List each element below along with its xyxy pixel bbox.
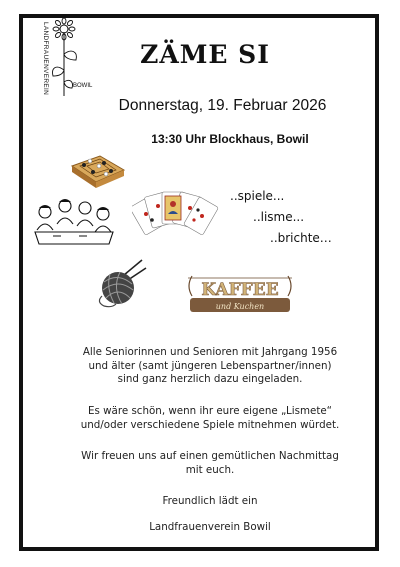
activity-lisme: ..lisme... xyxy=(253,210,305,224)
closing-text: Freundlich lädt ein xyxy=(162,495,258,507)
text-line: und älter (samt jüngeren Lebenspartner/innen) xyxy=(88,359,332,372)
logo-text: LANDFRAUENVEREIN xyxy=(42,22,49,96)
paragraph-lismete xyxy=(40,405,380,432)
activity-spiele: ..spiele... xyxy=(230,189,285,203)
activity-brichte: ..brichte… xyxy=(270,231,332,245)
board-game-icon xyxy=(66,152,128,192)
text-line: und/oder verschiedene Spiele mitnehmen würdet. xyxy=(80,418,340,431)
paragraph-freuen xyxy=(40,450,380,477)
text-line: mit euch. xyxy=(185,463,235,476)
event-date: Donnerstag, 19. Februar 2026 xyxy=(118,97,327,114)
signature-text: Landfrauenverein Bowil xyxy=(149,521,271,533)
text-line: Wir freuen uns auf einen gemütlichen Nachmittag xyxy=(81,450,339,462)
logo-place: BOWIL xyxy=(73,83,93,89)
paragraph-invitation xyxy=(40,346,380,387)
people-cartoon-icon xyxy=(33,196,115,248)
yarn-ball-icon xyxy=(92,258,148,310)
text-line: Es wäre schön, wenn ihr eure eigene „Lismete“ xyxy=(87,405,333,417)
kaffee-word: KAFFEE xyxy=(201,280,279,300)
kaffee-sign xyxy=(184,266,296,316)
page-title: ZÄME SI xyxy=(140,40,270,69)
text-line: sind ganz herzlich dazu eingeladen. xyxy=(117,373,303,385)
playing-cards-icon xyxy=(132,186,224,242)
kaffee-subtitle: und Kuchen xyxy=(215,302,265,311)
text-line: Alle Seniorinnen und Senioren mit Jahrgang 1956 xyxy=(82,346,338,358)
event-time-place: 13:30 Uhr Blockhaus, Bowil xyxy=(151,132,309,146)
